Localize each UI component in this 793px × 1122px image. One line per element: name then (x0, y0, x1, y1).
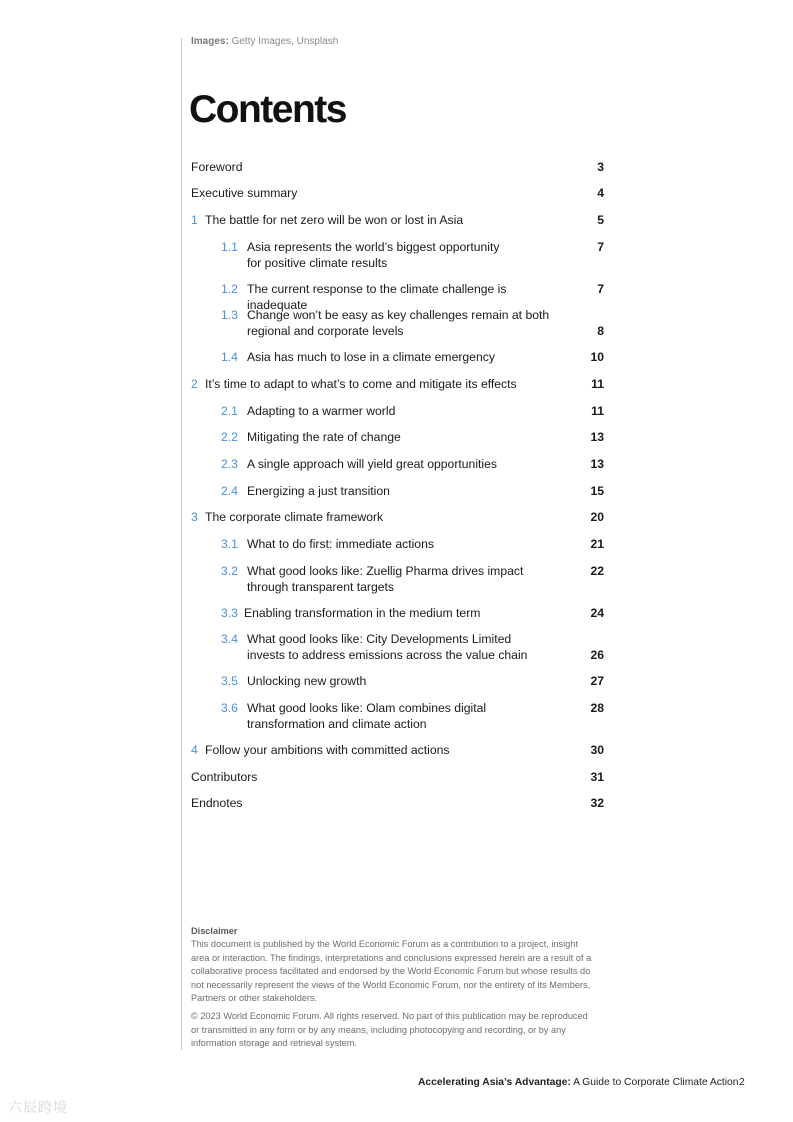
page-number: 2 (739, 1077, 745, 1088)
toc-entry-text: It’s time to adapt to what’s to come and mitigate its effects (205, 377, 517, 391)
toc-entry-text: Follow your ambitions with committed actions (205, 743, 450, 757)
toc-entry-page: 21 (590, 537, 604, 551)
toc-entry-text: What to do first: immediate actions (247, 537, 434, 551)
copyright-notice: © 2023 World Economic Forum. All rights reserved. No part of this publication may be reproduced or transmitted in any form or by any means, including photocopying and recording, or by any information storage and retrieval system. (191, 1011, 588, 1049)
toc-entry-text: Adapting to a warmer world (247, 404, 396, 418)
toc-entry-number: 2.3 (221, 457, 238, 471)
toc-entry-number: 3.5 (221, 674, 238, 688)
toc-entry-text: What good looks like: Zuellig Pharma drives impact through transparent targets (247, 564, 524, 594)
toc-entry-page: 13 (590, 430, 604, 444)
toc-entry-text: The corporate climate framework (205, 510, 384, 524)
toc-entry-text: Mitigating the rate of change (247, 430, 401, 444)
toc-entry-text: Asia has much to lose in a climate emergency (247, 350, 495, 364)
disclaimer-body: This document is published by the World Economic Forum as a contribution to a project, insight area or interaction. The findings, interpretations and conclusions expressed herein are a result of a collaborative process facilitated and endorsed by the World Economic Forum but whose results do not necessarily represent the views of the World Economic Forum, nor the entirety of its Members, Partners or other stakeholders. (191, 939, 592, 1004)
toc-entry-page: 4 (597, 186, 604, 200)
toc-entry-number: 2.4 (221, 484, 238, 498)
toc-entry-text: Executive summary (191, 186, 298, 200)
toc-entry-page: 3 (597, 160, 604, 174)
disclaimer-heading: Disclaimer (191, 926, 238, 936)
toc-entry-page: 22 (590, 564, 604, 578)
toc-entry-page: 27 (590, 674, 604, 688)
toc-entry-number: 1.3 (221, 308, 238, 322)
toc-entry-text: Foreword (191, 160, 243, 174)
toc-entry-page: 31 (590, 770, 604, 784)
toc-entry-page: 13 (590, 457, 604, 471)
image-credit (191, 36, 338, 47)
watermark: 六辰跨境 (8, 1099, 68, 1115)
toc-entry-text: What good looks like: City Developments Limited invests to address emissions across the value chain (247, 632, 528, 662)
toc-entry-text: Enabling transformation in the medium term (244, 606, 481, 620)
toc-entry-page: 11 (591, 377, 604, 391)
toc-entry-number: 1.2 (221, 282, 238, 296)
toc-entry-number: 2.2 (221, 430, 238, 444)
toc-entry-text: A single approach will yield great opportunities (247, 457, 497, 471)
toc-entry-number: 3.2 (221, 564, 238, 578)
toc-entry-page: 26 (590, 648, 604, 662)
disclaimer (191, 925, 596, 1051)
toc-entry-text: Contributors (191, 770, 258, 784)
toc-entry-number: 1.1 (221, 240, 238, 254)
toc-entry-number: 2 (191, 377, 198, 391)
toc-entry-number: 3 (191, 510, 198, 524)
toc-entry-page: 11 (591, 404, 604, 418)
toc-entry-page: 8 (597, 324, 604, 338)
toc-entry-page: 5 (597, 213, 604, 227)
toc-entry-number: 3.6 (221, 701, 238, 715)
toc-entry-number: 3.1 (221, 537, 238, 551)
toc-entry-text: Change won’t be easy as key challenges remain at both regional and corporate levels (247, 308, 550, 338)
toc-entry-page: 10 (590, 350, 604, 364)
toc-entry-text: The battle for net zero will be won or lost in Asia (205, 213, 464, 227)
margin-rule (181, 38, 182, 1050)
toc-entry-text: The current response to the climate challenge is inadequate (247, 282, 507, 312)
toc-entry-text: What good looks like: Olam combines digital transformation and climate action (247, 701, 487, 731)
page-title: Contents (189, 88, 346, 131)
toc-entry-text: Asia represents the world’s biggest opportunity for positive climate results (247, 240, 500, 270)
toc-entry-text: Energizing a just transition (247, 484, 390, 498)
toc-entry-number: 4 (191, 743, 198, 757)
toc-entry-number: 1 (191, 213, 198, 227)
toc-entry-text: Endnotes (191, 796, 243, 810)
toc-entry-page: 20 (590, 510, 604, 524)
toc-entry-page: 15 (590, 484, 604, 498)
toc-entry-page: 7 (597, 240, 604, 254)
toc-entry-page: 30 (590, 743, 604, 757)
toc-entry-page: 24 (590, 606, 604, 620)
image-credit-label: Images: (191, 36, 229, 47)
toc-entry-number: 2.1 (221, 404, 238, 418)
toc-entry-page: 7 (597, 282, 604, 296)
footer-title-rest: A Guide to Corporate Climate Action (570, 1077, 739, 1088)
toc-entry-text: Unlocking new growth (247, 674, 367, 688)
toc-entry-number: 3.4 (221, 632, 238, 646)
toc-entry-number: 3.3 (221, 606, 238, 620)
toc-entry-number: 1.4 (221, 350, 238, 364)
footer-title-bold: Accelerating Asia’s Advantage: (418, 1077, 571, 1088)
image-credit-text: Getty Images, Unsplash (231, 36, 339, 47)
footer-title (418, 1077, 739, 1088)
toc-entry-page: 28 (590, 701, 604, 715)
toc-entry-page: 32 (590, 796, 604, 810)
